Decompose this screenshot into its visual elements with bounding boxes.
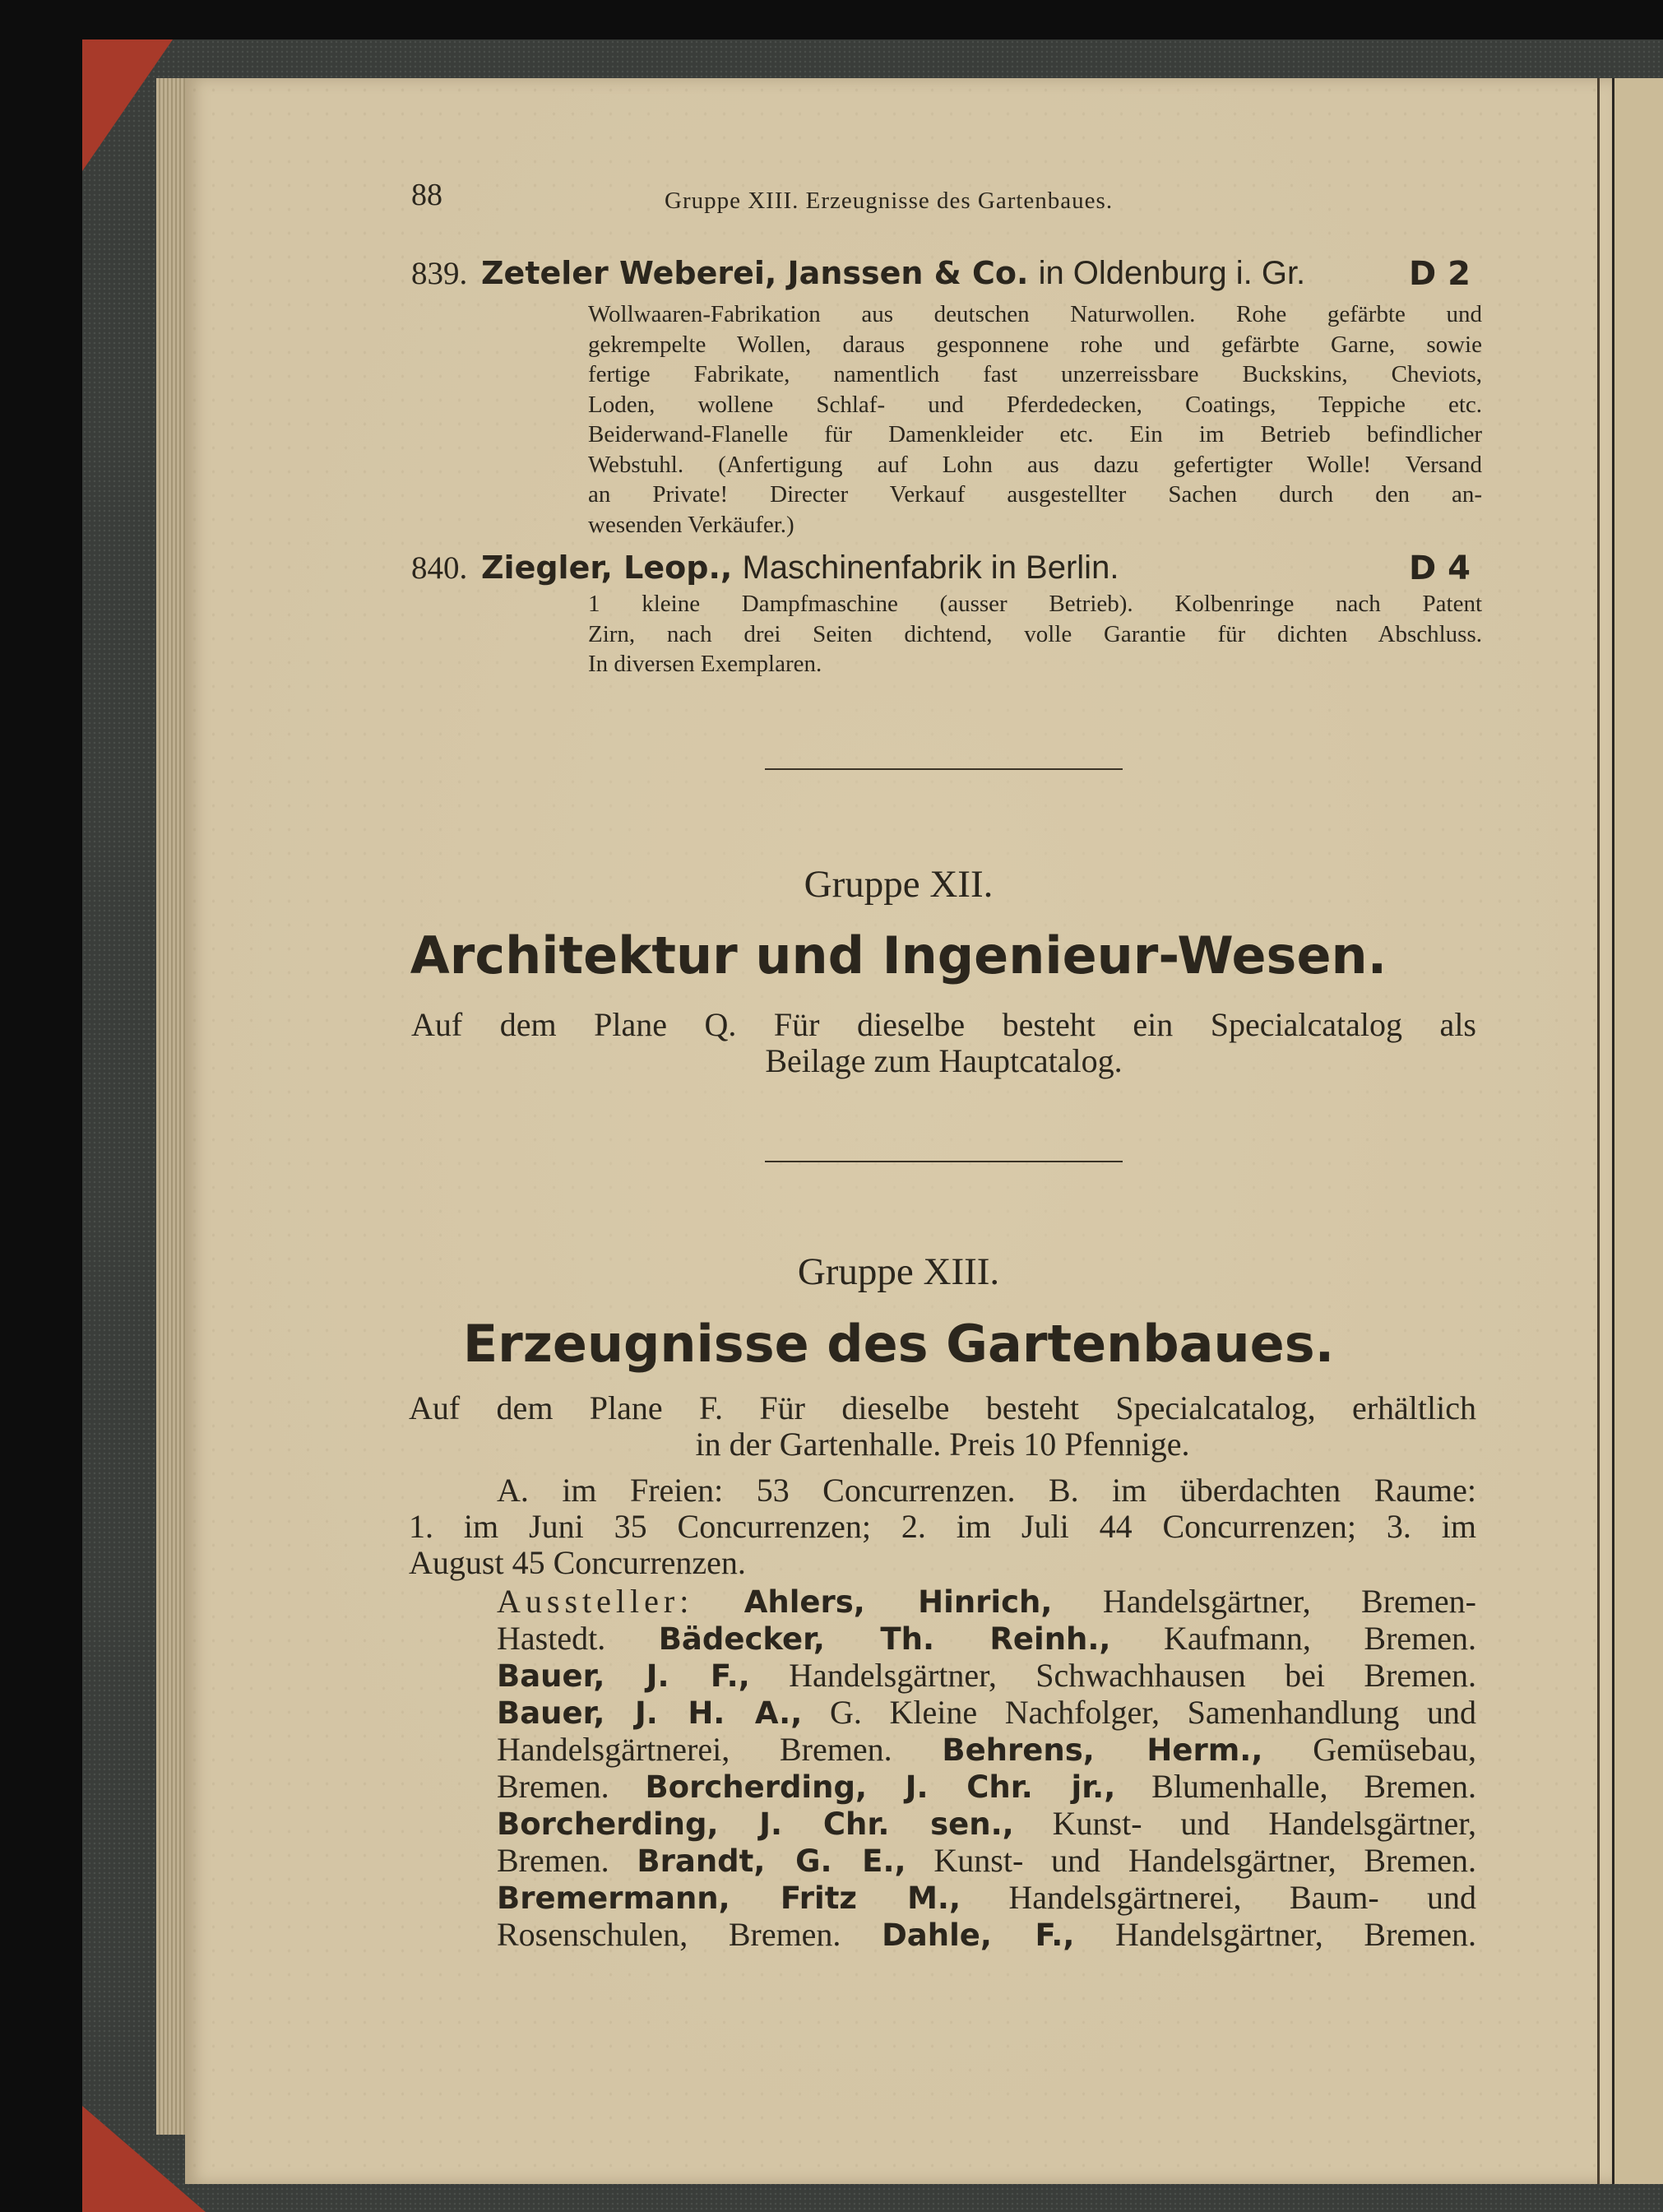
group-note-line: Beilage zum Hauptcatalog. [765,1042,1123,1079]
description-line: In diversen Exemplaren. [588,651,822,677]
exhibitor-text: Handelsgärtnerei, Baum- und [1008,1879,1477,1916]
entry-code: D 4 [1409,550,1471,587]
running-head: Gruppe XIII. Erzeugnisse des Gartenbaues. [665,188,1114,214]
exhibitor-text: Handelsgärtnerei, Bremen. [497,1731,892,1768]
exhibitor-name: Behrens, Herm., [942,1732,1263,1768]
entry-name: Zeteler Weberei, Janssen & Co. [481,255,1029,291]
group-label: Gruppe XIII. [797,1250,1000,1293]
group-title: Erzeugnisse des Gartenbaues. [462,1314,1335,1374]
exhibitor-text: Kunst- und Handelsgärtner, [1052,1805,1477,1842]
exhibitor-text: Kunst- und Handelsgärtner, Bremen. [933,1842,1477,1879]
stats-line: A. im Freien: 53 Concurrenzen. B. im überdachten Raume: [497,1472,1476,1509]
exhibitor-name: Bremermann, Fritz M., [497,1880,961,1916]
exhibitor-line [497,1917,1476,1954]
entry-number: 840. [411,550,468,586]
exhibitor-text: Handelsgärtner, Bremen- [1102,1583,1476,1620]
exhibitor-list [497,1584,1476,1954]
group-note-line: Auf dem Plane Q. Für dieselbe besteht ein Specialcatalog als [411,1006,1476,1043]
exhibitor-text: Handelsgärtner, Schwachhausen bei Bremen. [789,1657,1476,1694]
intro-line: in der Gartenhalle. Preis 10 Pfennige. [695,1426,1190,1463]
entry-heading [481,550,1119,587]
group-note [411,1007,1476,1079]
description-line: 1 kleine Dampfmaschine (ausser Betrieb). Kolbenringe nach Patent [588,591,1482,617]
description-line: wesenden Verkäufer.) [588,511,794,538]
exhibitor-text: Rosenschulen, Bremen. [497,1916,841,1953]
page-number: 88 [411,178,442,212]
section-divider [765,1161,1123,1162]
exhibitor-text: Blumenhalle, Bremen. [1151,1768,1476,1805]
description-line: Wollwaaren-Fabrikation aus deutschen Naturwollen. Rohe gefärbte und [588,301,1482,327]
exhibitor-name: Bauer, J. H. A., [497,1695,803,1731]
entry-number: 839. [411,256,468,291]
exhibitor-line [497,1695,1476,1732]
exhibitor-name: Bädecker, Th. Reinh., [658,1621,1111,1657]
exhibitor-text: Bremen. [497,1768,609,1805]
description-line: Zirn, nach drei Seiten dichtend, volle Garantie für dichten Abschluss. [588,620,1482,647]
group-title: Architektur und Ingenieur-Wesen. [410,925,1387,985]
facing-page-edge [1612,78,1663,2184]
entry-location: in Oldenburg i. Gr. [1038,255,1306,291]
exhibitor-line [497,1769,1476,1806]
exhibitor-text: G. Kleine Nachfolger, Samenhandlung und [829,1694,1477,1731]
entry-location: Maschinenfabrik in Berlin. [742,550,1119,586]
exhibitor-name: Borcherding, J. Chr. jr., [645,1769,1116,1805]
group-label: Gruppe XII. [804,863,994,906]
exhibitor-text: Handelsgärtner, Bremen. [1115,1916,1477,1953]
exhibitor-line [497,1843,1476,1880]
exhibitors-label: Aussteller: [497,1583,694,1620]
entry-description [588,589,1482,679]
stats-line: August 45 Concurrenzen. [409,1544,746,1581]
exhibitor-line [497,1584,1476,1621]
group-stats [409,1472,1476,1581]
exhibitor-line [497,1658,1476,1695]
exhibitor-text: Kaufmann, Bremen. [1164,1620,1477,1657]
entry-heading [481,255,1305,292]
exhibitor-name: Bauer, J. F., [497,1658,750,1694]
exhibitor-line [497,1732,1476,1769]
description-line: Webstuhl. (Anfertigung auf Lohn aus dazu gefertigter Wolle! Versand [588,451,1482,478]
exhibitor-name: Borcherding, J. Chr. sen., [497,1806,1014,1842]
exhibitor-line [497,1806,1476,1843]
exhibitor-text: Hastedt. [497,1620,606,1657]
intro-line: Auf dem Plane F. Für dieselbe besteht Specialcatalog, erhältlich [409,1389,1476,1426]
exhibitor-text: Bremen. [497,1842,609,1879]
book-gutter [1597,78,1600,2184]
description-line: an Private! Directer Verkauf ausgestellter Sachen durch den an- [588,481,1482,508]
exhibitor-name: Ahlers, Hinrich, [743,1584,1053,1620]
exhibitor-name: Brandt, G. E., [637,1843,906,1879]
stats-line: 1. im Juni 35 Concurrenzen; 2. im Juli 44 Concurrenzen; 3. im [409,1508,1476,1545]
section-divider [765,768,1123,770]
group-intro [409,1390,1476,1463]
exhibitor-text: Gemüsebau, [1313,1731,1477,1768]
entry-code: D 2 [1409,255,1471,293]
description-line: Loden, wollene Schlaf- und Pferdedecken, Coatings, Teppiche etc. [588,391,1482,418]
exhibitor-line [497,1880,1476,1917]
description-line: Beiderwand-Flanelle für Damenkleider etc. Ein im Betrieb befindlicher [588,421,1482,448]
description-line: fertige Fabrikate, namentlich fast unzerreissbare Buckskins, Cheviots, [588,361,1482,387]
entry-name: Ziegler, Leop., [481,550,733,586]
exhibitor-line [497,1621,1476,1658]
exhibitor-name: Dahle, F., [882,1918,1075,1953]
entry-description [588,299,1482,540]
description-line: gekrempelte Wollen, daraus gesponnene rohe und gefärbte Garne, sowie [588,331,1482,358]
